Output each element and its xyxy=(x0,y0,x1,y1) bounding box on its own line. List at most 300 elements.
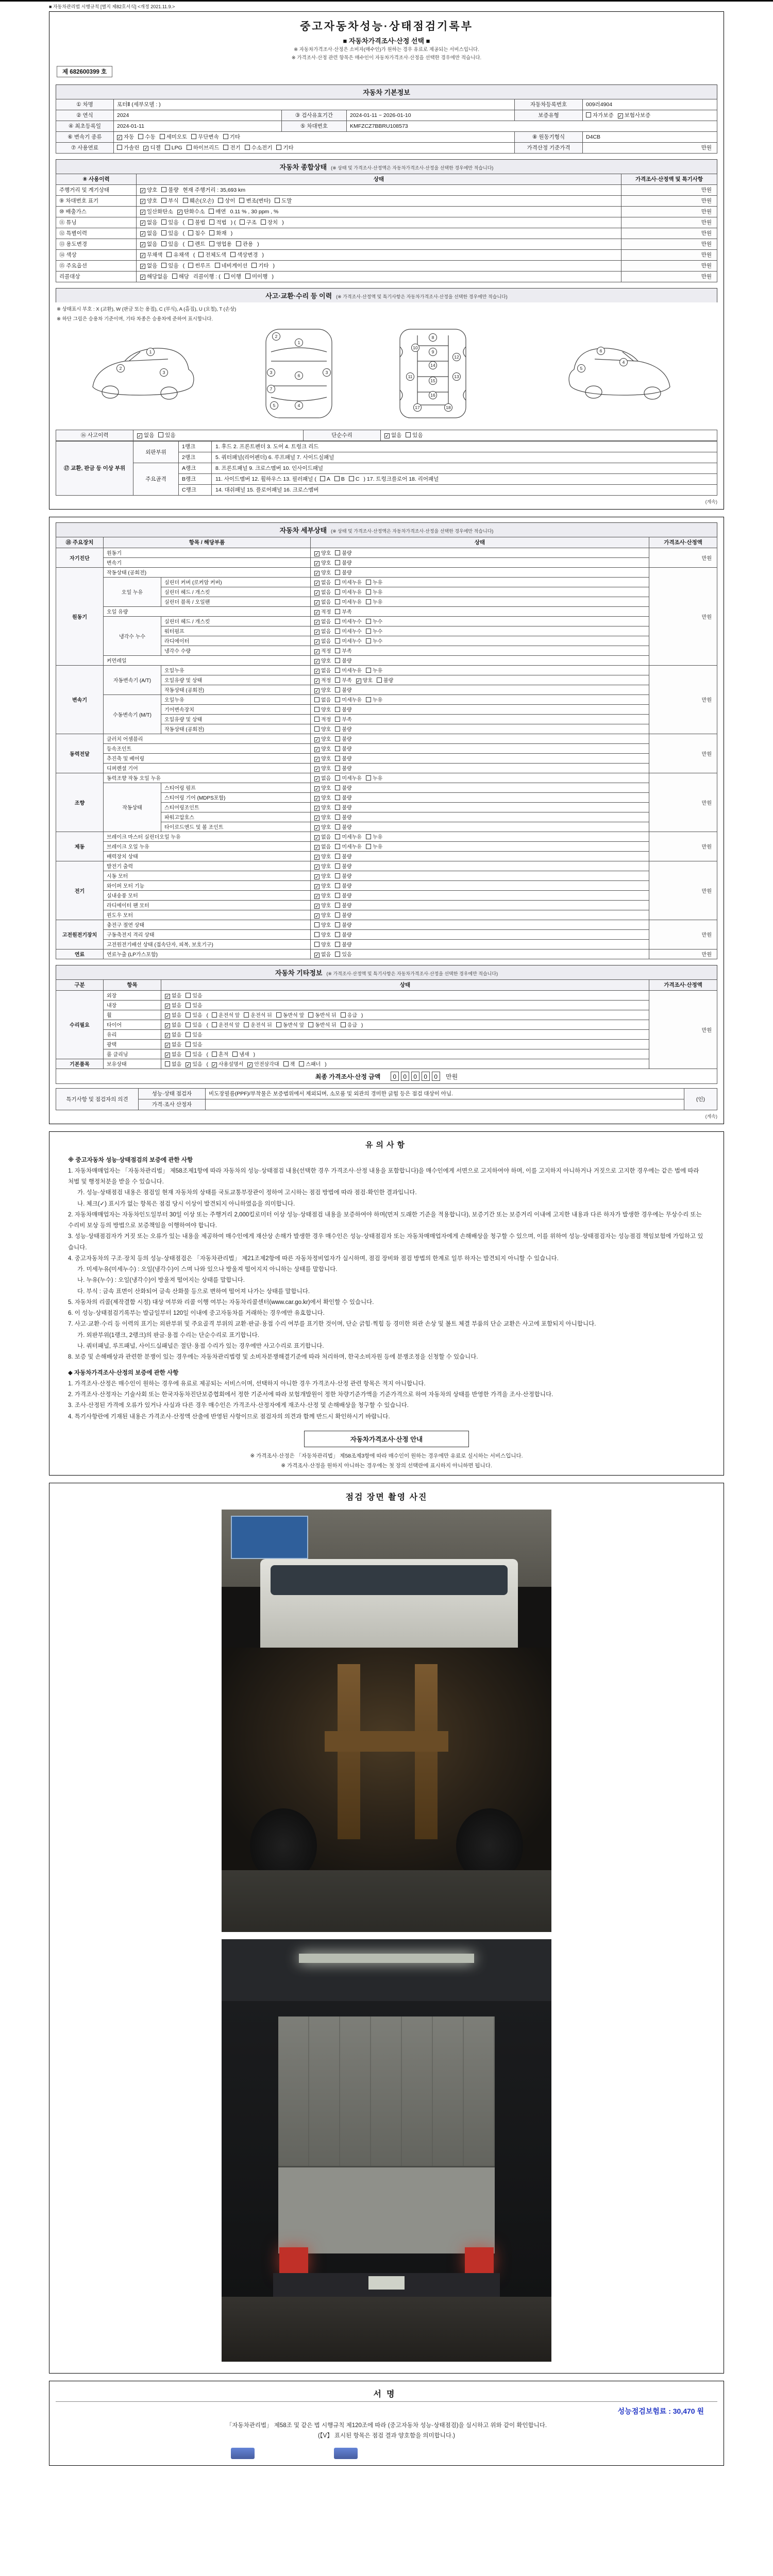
checkbox-option[interactable] xyxy=(276,1011,304,1019)
checkbox[interactable] xyxy=(335,883,340,888)
checkbox[interactable] xyxy=(335,922,340,927)
checkbox-option[interactable] xyxy=(140,208,173,215)
checkbox-option[interactable] xyxy=(314,558,331,566)
checkbox[interactable]: ✓ xyxy=(315,630,319,635)
checkbox[interactable] xyxy=(335,599,340,604)
checkbox-option[interactable] xyxy=(240,218,257,226)
checkbox[interactable] xyxy=(186,1032,191,1037)
checkbox[interactable] xyxy=(245,145,250,150)
checkbox[interactable]: ✓ xyxy=(141,210,145,215)
checkbox-option[interactable] xyxy=(335,607,351,615)
checkbox[interactable] xyxy=(186,1003,191,1008)
checkbox-option[interactable] xyxy=(366,598,382,605)
checkbox-option[interactable] xyxy=(334,476,345,482)
checkbox[interactable] xyxy=(166,252,172,257)
checkbox[interactable] xyxy=(161,219,166,225)
checkbox-option[interactable] xyxy=(308,1011,336,1019)
checkbox-option[interactable] xyxy=(335,930,351,938)
checkbox[interactable] xyxy=(209,241,214,246)
checkbox[interactable] xyxy=(275,198,280,203)
checkbox[interactable] xyxy=(335,795,340,800)
checkbox[interactable] xyxy=(335,824,340,829)
checkbox-option[interactable] xyxy=(314,891,331,899)
checkbox-option[interactable] xyxy=(366,696,382,703)
checkbox[interactable] xyxy=(335,648,340,653)
checkbox[interactable] xyxy=(161,230,166,235)
checkbox-option[interactable] xyxy=(172,273,189,280)
checkbox[interactable] xyxy=(223,134,228,139)
checkbox-option[interactable] xyxy=(314,793,331,801)
checkbox-option[interactable] xyxy=(186,1040,202,1048)
checkbox-option[interactable] xyxy=(276,1021,304,1028)
checkbox[interactable] xyxy=(186,1052,191,1057)
checkbox-option[interactable] xyxy=(335,921,351,928)
checkbox[interactable] xyxy=(335,893,340,898)
checkbox[interactable] xyxy=(138,134,143,139)
checkbox-option[interactable] xyxy=(165,991,181,999)
checkbox-option[interactable] xyxy=(165,1021,181,1028)
checkbox-option[interactable] xyxy=(314,901,331,909)
checkbox[interactable]: ✓ xyxy=(315,855,319,860)
checkbox[interactable] xyxy=(244,1012,249,1018)
checkbox[interactable]: ✓ xyxy=(315,865,319,870)
checkbox-option[interactable] xyxy=(191,133,219,141)
checkbox[interactable]: ✓ xyxy=(315,835,319,840)
checkbox[interactable] xyxy=(335,677,340,683)
checkbox[interactable]: ✓ xyxy=(144,146,148,151)
checkbox-option[interactable] xyxy=(314,676,331,684)
checkbox-option[interactable] xyxy=(245,273,267,280)
checkbox[interactable] xyxy=(406,432,411,437)
checkbox[interactable] xyxy=(218,198,223,203)
checkbox[interactable] xyxy=(308,1012,313,1018)
checkbox-option[interactable] xyxy=(165,1011,181,1019)
checkbox-option[interactable] xyxy=(165,1030,181,1038)
checkbox[interactable] xyxy=(314,922,320,927)
checkbox[interactable]: ✓ xyxy=(165,1004,170,1009)
checkbox[interactable] xyxy=(165,1061,170,1066)
checkbox-option[interactable] xyxy=(251,262,268,269)
checkbox-option[interactable] xyxy=(187,144,220,151)
checkbox[interactable] xyxy=(335,580,340,585)
checkbox-option[interactable] xyxy=(314,823,331,831)
checkbox[interactable]: ✓ xyxy=(618,113,623,118)
checkbox[interactable]: ✓ xyxy=(186,1062,191,1067)
checkbox-option[interactable] xyxy=(186,1030,202,1038)
checkbox[interactable] xyxy=(223,145,228,150)
checkbox-option[interactable] xyxy=(209,229,226,237)
checkbox[interactable] xyxy=(230,252,236,257)
checkbox-option[interactable] xyxy=(314,911,331,919)
checkbox-option[interactable] xyxy=(335,784,351,791)
checkbox[interactable] xyxy=(224,274,229,279)
checkbox-option[interactable] xyxy=(244,1021,272,1028)
checkbox[interactable] xyxy=(276,145,281,150)
checkbox-option[interactable] xyxy=(335,647,351,654)
checkbox-option[interactable] xyxy=(223,144,240,151)
checkbox-option[interactable] xyxy=(314,725,331,733)
checkbox-option[interactable] xyxy=(335,793,351,801)
checkbox-option[interactable] xyxy=(186,1001,202,1009)
checkbox-option[interactable] xyxy=(165,1050,181,1058)
checkbox-option[interactable] xyxy=(335,842,362,850)
checkbox[interactable] xyxy=(366,599,371,604)
checkbox[interactable] xyxy=(335,550,340,555)
checkbox[interactable]: ✓ xyxy=(315,904,319,909)
checkbox-option[interactable] xyxy=(356,676,373,684)
checkbox-option[interactable] xyxy=(618,111,651,119)
checkbox[interactable] xyxy=(161,263,166,268)
checkbox[interactable] xyxy=(335,775,340,781)
checkbox[interactable]: ✓ xyxy=(315,590,319,596)
checkbox[interactable]: ✓ xyxy=(117,135,122,140)
checkbox[interactable] xyxy=(165,145,170,150)
checkbox-option[interactable] xyxy=(314,764,331,772)
checkbox-option[interactable] xyxy=(586,111,614,119)
checkbox[interactable] xyxy=(314,707,320,712)
checkbox-option[interactable] xyxy=(335,735,351,742)
checkbox-option[interactable] xyxy=(245,144,273,151)
checkbox-option[interactable] xyxy=(335,803,351,811)
checkbox[interactable] xyxy=(240,219,245,225)
checkbox-option[interactable] xyxy=(314,921,331,928)
checkbox-option[interactable] xyxy=(224,273,241,280)
checkbox-option[interactable] xyxy=(212,1011,240,1019)
checkbox-option[interactable] xyxy=(276,144,293,151)
checkbox-option[interactable] xyxy=(212,1060,243,1067)
checkbox-option[interactable] xyxy=(161,240,178,248)
checkbox[interactable]: ✓ xyxy=(315,845,319,850)
checkbox-option[interactable] xyxy=(335,549,351,556)
checkbox[interactable]: ✓ xyxy=(315,649,319,654)
checkbox[interactable] xyxy=(308,1022,313,1027)
checkbox-option[interactable] xyxy=(314,637,331,645)
checkbox-option[interactable] xyxy=(335,578,362,586)
checkbox[interactable]: ✓ xyxy=(141,221,145,226)
checkbox-option[interactable] xyxy=(275,197,292,205)
checkbox[interactable] xyxy=(366,629,371,634)
checkbox[interactable] xyxy=(209,209,214,214)
checkbox-option[interactable] xyxy=(366,637,382,645)
checkbox[interactable] xyxy=(188,230,193,235)
checkbox[interactable] xyxy=(186,993,191,998)
checkbox-option[interactable] xyxy=(335,891,351,899)
checkbox[interactable]: ✓ xyxy=(212,1062,216,1067)
checkbox-option[interactable] xyxy=(341,1021,357,1028)
checkbox[interactable] xyxy=(215,263,220,268)
checkbox[interactable] xyxy=(160,134,165,139)
checkbox-option[interactable] xyxy=(314,930,331,938)
checkbox-option[interactable] xyxy=(186,1060,202,1067)
checkbox-option[interactable] xyxy=(186,991,202,999)
checkbox[interactable]: ✓ xyxy=(165,1023,170,1028)
checkbox-option[interactable] xyxy=(314,852,331,860)
checkbox-option[interactable] xyxy=(335,715,351,723)
checkbox[interactable]: ✓ xyxy=(356,679,361,684)
checkbox-option[interactable] xyxy=(140,240,157,248)
checkbox[interactable] xyxy=(186,1022,191,1027)
checkbox[interactable]: ✓ xyxy=(165,994,170,999)
checkbox-option[interactable] xyxy=(183,197,214,205)
checkbox[interactable] xyxy=(335,707,340,712)
checkbox[interactable] xyxy=(366,844,371,849)
checkbox[interactable] xyxy=(261,219,266,225)
checkbox-option[interactable] xyxy=(335,882,351,889)
checkbox-option[interactable] xyxy=(161,218,178,226)
checkbox[interactable] xyxy=(314,726,320,732)
checkbox[interactable] xyxy=(335,785,340,790)
checkbox[interactable] xyxy=(283,1061,289,1066)
checkbox-option[interactable] xyxy=(335,617,362,625)
checkbox[interactable] xyxy=(191,134,196,139)
checkbox[interactable] xyxy=(366,580,371,585)
checkbox[interactable]: ✓ xyxy=(315,757,319,762)
checkbox[interactable]: ✓ xyxy=(141,275,145,280)
checkbox-option[interactable] xyxy=(335,686,351,693)
checkbox[interactable] xyxy=(335,629,340,634)
checkbox-option[interactable] xyxy=(314,607,331,615)
checkbox[interactable]: ✓ xyxy=(141,231,145,236)
checkbox-option[interactable] xyxy=(366,774,382,782)
checkbox-option[interactable] xyxy=(314,882,331,889)
checkbox[interactable] xyxy=(245,274,250,279)
checkbox-option[interactable] xyxy=(335,627,362,635)
checkbox[interactable] xyxy=(335,560,340,565)
checkbox-option[interactable] xyxy=(335,940,351,948)
checkbox-option[interactable] xyxy=(314,833,331,840)
checkbox-option[interactable] xyxy=(314,774,331,782)
checkbox-option[interactable] xyxy=(314,842,331,850)
checkbox-option[interactable] xyxy=(261,218,278,226)
checkbox-option[interactable] xyxy=(314,705,331,713)
checkbox[interactable]: ✓ xyxy=(315,874,319,879)
checkbox[interactable]: ✓ xyxy=(177,210,182,215)
checkbox-option[interactable] xyxy=(212,1050,228,1058)
checkbox[interactable] xyxy=(161,241,166,246)
checkbox[interactable] xyxy=(299,1061,304,1066)
checkbox-option[interactable] xyxy=(117,144,139,151)
checkbox-option[interactable] xyxy=(314,686,331,693)
checkbox[interactable] xyxy=(349,476,354,481)
checkbox-option[interactable] xyxy=(188,262,210,269)
checkbox-option[interactable] xyxy=(314,647,331,654)
checkbox[interactable] xyxy=(209,219,214,225)
checkbox-option[interactable] xyxy=(335,823,351,831)
checkbox[interactable]: ✓ xyxy=(248,1062,253,1067)
checkbox-option[interactable] xyxy=(166,251,189,259)
checkbox[interactable] xyxy=(366,775,371,781)
checkbox-option[interactable] xyxy=(161,186,178,194)
checkbox[interactable]: ✓ xyxy=(315,816,319,821)
checkbox[interactable]: ✓ xyxy=(385,433,389,438)
checkbox-option[interactable] xyxy=(314,940,331,948)
checkbox[interactable]: ✓ xyxy=(141,253,145,258)
checkbox[interactable] xyxy=(198,252,204,257)
checkbox[interactable]: ✓ xyxy=(315,825,319,831)
checkbox[interactable]: ✓ xyxy=(315,561,319,566)
checkbox-option[interactable] xyxy=(314,549,331,556)
checkbox-option[interactable] xyxy=(314,950,331,958)
checkbox[interactable]: ✓ xyxy=(315,884,319,889)
checkbox[interactable] xyxy=(161,187,166,192)
price-appraisal-guide-button[interactable]: 자동차가격조사·산정 안내 xyxy=(304,1431,469,1447)
checkbox-option[interactable] xyxy=(161,229,178,237)
checkbox[interactable] xyxy=(366,589,371,595)
checkbox[interactable] xyxy=(335,952,340,957)
checkbox-option[interactable] xyxy=(239,197,271,205)
checkbox[interactable]: ✓ xyxy=(315,806,319,811)
checkbox[interactable] xyxy=(341,1012,346,1018)
checkbox-option[interactable] xyxy=(314,696,331,703)
checkbox[interactable] xyxy=(366,834,371,839)
checkbox-option[interactable] xyxy=(366,627,382,635)
checkbox-option[interactable] xyxy=(314,862,331,870)
checkbox-option[interactable] xyxy=(335,676,351,684)
checkbox-option[interactable] xyxy=(236,240,253,248)
checkbox[interactable]: ✓ xyxy=(315,894,319,899)
checkbox[interactable]: ✓ xyxy=(141,188,145,193)
checkbox-option[interactable] xyxy=(198,251,226,259)
checkbox-option[interactable] xyxy=(223,133,240,141)
checkbox[interactable] xyxy=(335,834,340,839)
checkbox-option[interactable] xyxy=(299,1060,321,1067)
checkbox-option[interactable] xyxy=(377,676,393,684)
checkbox[interactable]: ✓ xyxy=(315,776,319,782)
checkbox[interactable] xyxy=(335,609,340,614)
checkbox-option[interactable] xyxy=(366,842,382,850)
checkbox[interactable] xyxy=(335,746,340,751)
checkbox-option[interactable] xyxy=(335,656,351,664)
checkbox-option[interactable] xyxy=(188,218,205,226)
checkbox[interactable] xyxy=(188,263,193,268)
checkbox-option[interactable] xyxy=(140,186,157,194)
checkbox-option[interactable] xyxy=(314,754,331,762)
checkbox[interactable] xyxy=(314,717,320,722)
checkbox[interactable] xyxy=(377,677,382,683)
checkbox[interactable] xyxy=(158,432,163,437)
checkbox[interactable] xyxy=(335,736,340,741)
checkbox[interactable]: ✓ xyxy=(315,786,319,791)
checkbox[interactable] xyxy=(335,638,340,643)
checkbox-option[interactable] xyxy=(188,229,205,237)
checkbox[interactable]: ✓ xyxy=(315,796,319,801)
checkbox[interactable]: ✓ xyxy=(141,264,145,269)
checkbox-option[interactable] xyxy=(335,754,351,762)
checkbox[interactable] xyxy=(188,241,193,246)
checkbox-option[interactable] xyxy=(140,218,157,226)
checkbox[interactable] xyxy=(209,230,214,235)
checkbox-option[interactable] xyxy=(349,476,360,482)
checkbox[interactable]: ✓ xyxy=(141,242,145,247)
checkbox[interactable] xyxy=(183,198,188,203)
checkbox[interactable]: ✓ xyxy=(315,600,319,605)
checkbox[interactable] xyxy=(314,697,320,702)
checkbox-option[interactable] xyxy=(143,144,160,151)
checkbox[interactable]: ✓ xyxy=(138,433,142,438)
checkbox-option[interactable] xyxy=(177,208,205,215)
checkbox-option[interactable] xyxy=(186,1011,202,1019)
checkbox[interactable]: ✓ xyxy=(165,1033,170,1038)
checkbox[interactable] xyxy=(335,589,340,595)
checkbox-option[interactable] xyxy=(140,251,162,259)
checkbox-option[interactable] xyxy=(314,627,331,635)
checkbox-option[interactable] xyxy=(335,588,362,596)
checkbox[interactable] xyxy=(172,274,177,279)
checkbox-option[interactable] xyxy=(314,617,331,625)
checkbox-option[interactable] xyxy=(335,558,351,566)
checkbox[interactable] xyxy=(335,932,340,937)
checkbox[interactable] xyxy=(251,263,257,268)
checkbox-option[interactable] xyxy=(335,568,351,576)
checkbox[interactable]: ✓ xyxy=(315,639,319,645)
checkbox[interactable] xyxy=(341,1022,346,1027)
checkbox[interactable] xyxy=(335,687,340,692)
checkbox[interactable] xyxy=(335,805,340,810)
checkbox-option[interactable] xyxy=(232,1050,249,1058)
checkbox-option[interactable] xyxy=(314,568,331,576)
checkbox[interactable] xyxy=(366,619,371,624)
checkbox[interactable] xyxy=(335,863,340,869)
checkbox-option[interactable] xyxy=(314,735,331,742)
checkbox[interactable] xyxy=(335,942,340,947)
checkbox-option[interactable] xyxy=(140,229,157,237)
checkbox[interactable] xyxy=(335,570,340,575)
checkbox-option[interactable] xyxy=(314,744,331,752)
checkbox-option[interactable] xyxy=(314,784,331,791)
checkbox[interactable] xyxy=(586,112,591,117)
checkbox-option[interactable] xyxy=(160,133,188,141)
checkbox[interactable]: ✓ xyxy=(141,199,145,204)
checkbox-option[interactable] xyxy=(314,813,331,821)
checkbox-option[interactable] xyxy=(314,588,331,596)
checkbox-option[interactable] xyxy=(161,262,178,269)
checkbox-option[interactable] xyxy=(158,431,175,439)
checkbox[interactable]: ✓ xyxy=(315,747,319,752)
checkbox[interactable] xyxy=(212,1052,217,1057)
checkbox-option[interactable] xyxy=(335,950,351,958)
checkbox[interactable] xyxy=(186,1012,191,1018)
checkbox[interactable]: ✓ xyxy=(165,1053,170,1058)
checkbox-option[interactable] xyxy=(209,208,226,215)
checkbox[interactable]: ✓ xyxy=(315,767,319,772)
checkbox-option[interactable] xyxy=(165,1060,181,1067)
checkbox-option[interactable] xyxy=(212,1021,240,1028)
checkbox-option[interactable] xyxy=(335,637,362,645)
checkbox-option[interactable] xyxy=(161,197,178,205)
checkbox-option[interactable] xyxy=(335,666,362,674)
checkbox[interactable] xyxy=(335,815,340,820)
checkbox[interactable] xyxy=(314,942,320,947)
checkbox[interactable]: ✓ xyxy=(315,620,319,625)
checkbox[interactable] xyxy=(236,241,241,246)
checkbox[interactable] xyxy=(335,717,340,722)
checkbox[interactable] xyxy=(212,1022,217,1027)
checkbox[interactable] xyxy=(335,658,340,663)
checkbox-option[interactable] xyxy=(335,813,351,821)
checkbox[interactable] xyxy=(366,697,371,702)
checkbox[interactable] xyxy=(366,638,371,643)
checkbox-option[interactable] xyxy=(140,197,157,205)
checkbox[interactable] xyxy=(161,198,166,203)
checkbox-option[interactable] xyxy=(165,1001,181,1009)
checkbox[interactable]: ✓ xyxy=(315,669,319,674)
checkbox[interactable] xyxy=(335,854,340,859)
checkbox-option[interactable] xyxy=(283,1060,295,1067)
checkbox-option[interactable] xyxy=(366,617,382,625)
checkbox[interactable]: ✓ xyxy=(315,659,319,664)
checkbox[interactable] xyxy=(276,1022,281,1027)
checkbox[interactable]: ✓ xyxy=(165,1043,170,1048)
